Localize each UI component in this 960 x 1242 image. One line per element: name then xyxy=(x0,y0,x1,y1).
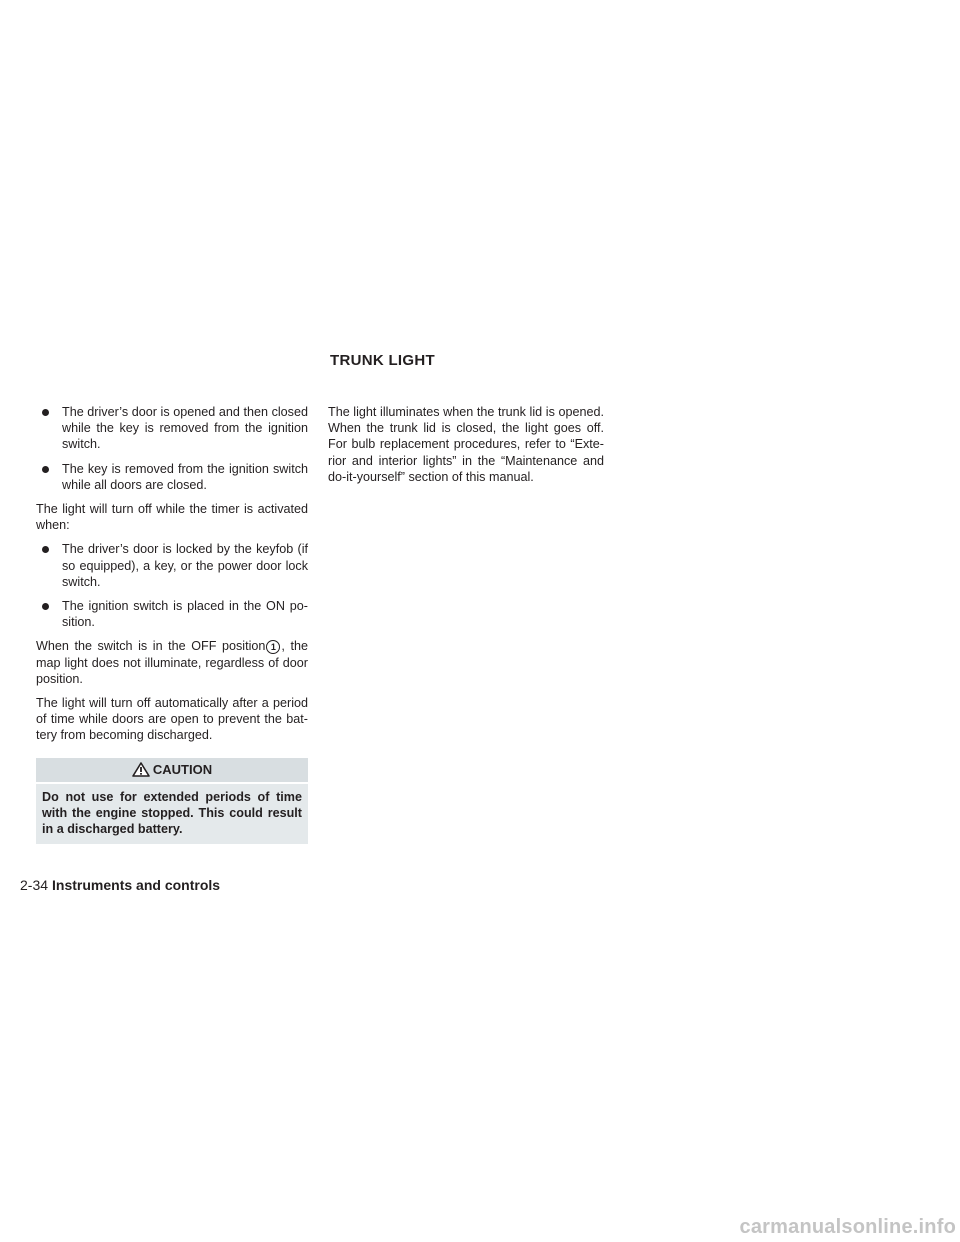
paragraph-auto-off: The light will turn off automatically after a period of time while doors are open to prevent the bat- tery from becoming discharged. xyxy=(36,696,308,743)
bullet-list-conditions xyxy=(36,404,308,493)
list-item xyxy=(36,541,308,590)
footer-section-title: Instruments and controls xyxy=(52,877,221,893)
page-footer xyxy=(20,877,220,893)
paragraph-off-text-pre: When the switch is in the OFF position xyxy=(36,639,266,654)
circled-number-icon: 1 xyxy=(266,640,280,654)
caution-label: CAUTION xyxy=(152,761,213,777)
bullet-icon xyxy=(42,546,49,553)
right-column xyxy=(328,404,604,493)
left-column xyxy=(36,404,308,844)
watermark-text: carmanualsonline.info xyxy=(739,1216,956,1238)
list-item-text: The driver’s door is locked by the keyfob (if so equipped), a key, or the power door lock switch. xyxy=(62,542,308,589)
paragraph-timer: The light will turn off while the timer is activated when: xyxy=(36,502,308,533)
list-item-text: The driver’s door is opened and then closed while the key is removed from the ignition switch. xyxy=(62,405,308,452)
bullet-icon xyxy=(42,466,49,473)
caution-header xyxy=(36,758,308,782)
caution-text: Do not use for extended periods of time with the engine stopped. This could result in a discharged battery. xyxy=(36,782,308,844)
bullet-icon xyxy=(42,409,49,416)
watermark-bar xyxy=(0,1214,960,1242)
paragraph-trunk-light: The light illuminates when the trunk lid is opened. When the trunk lid is closed, the light goes off. For bulb replacement procedures, refer to “Exte- rior and interior lights” in the “Maintenance and do-it-yourself” section of this manual. xyxy=(328,405,604,484)
page-number: 2-34 xyxy=(20,877,49,893)
list-item xyxy=(36,404,308,453)
warning-triangle-icon xyxy=(132,762,150,777)
bullet-list-timer xyxy=(36,541,308,630)
list-item xyxy=(36,461,308,493)
caution-box xyxy=(36,758,308,844)
bullet-icon xyxy=(42,603,49,610)
section-title: TRUNK LIGHT xyxy=(330,352,435,369)
paragraph-off-text-post: , the map light does not illuminate, regardless of door position. xyxy=(36,639,308,686)
paragraph-off-position xyxy=(36,638,308,687)
list-item-text: The key is removed from the ignition switch while all doors are closed. xyxy=(62,461,308,492)
list-item-text: The ignition switch is placed in the ON po- sition. xyxy=(62,599,308,630)
list-item xyxy=(36,598,308,630)
